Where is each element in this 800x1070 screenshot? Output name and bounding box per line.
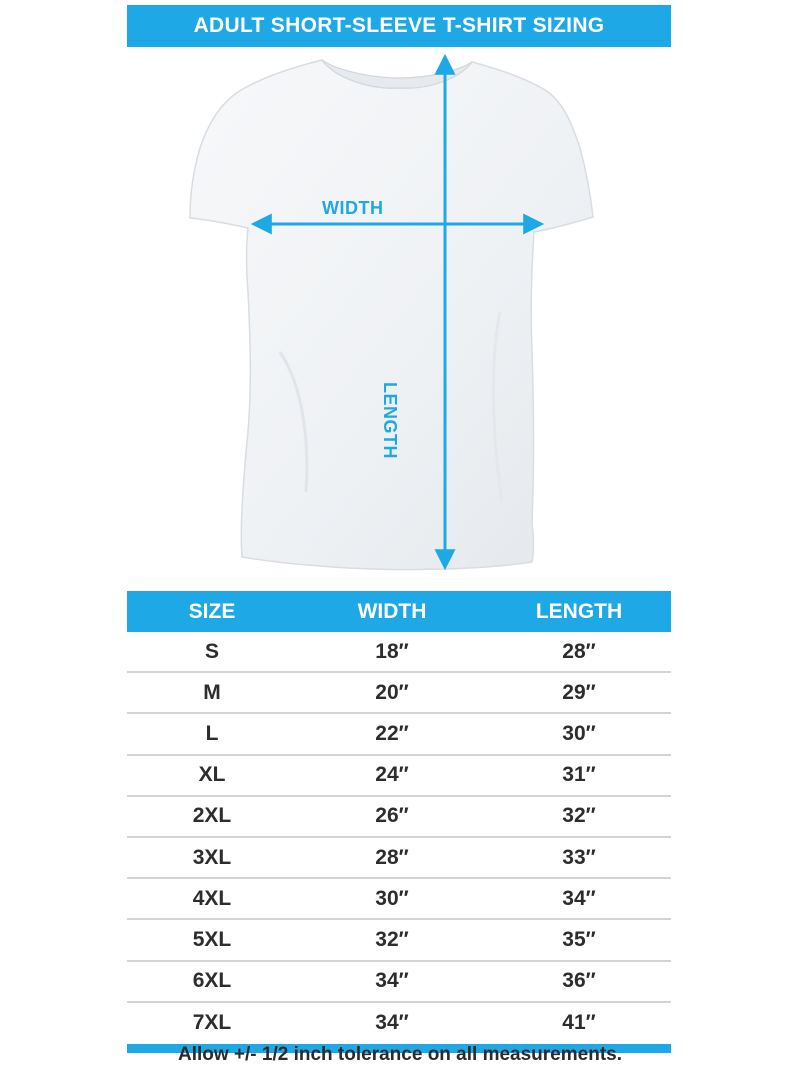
cell-width: 20″ [375,680,409,704]
sizing-title: ADULT SHORT-SLEEVE T-SHIRT SIZING [193,14,605,37]
tshirt-diagram [130,52,670,582]
cell-width: 34″ [375,969,409,993]
cell-width: 34″ [375,1011,409,1035]
width-label: WIDTH [322,198,384,218]
table-row [127,962,671,1003]
cell-width: 32″ [375,927,409,951]
table-row [127,756,671,797]
size-table [127,591,671,1053]
sizing-title-banner [127,5,671,47]
cell-length: 35″ [562,927,596,951]
table-row [127,920,671,961]
table-row [127,838,671,879]
tolerance-note: Allow +/- 1/2 inch tolerance on all measurements. [177,1044,622,1065]
cell-length: 34″ [562,886,596,910]
tshirt-shape [190,60,593,569]
header-size: SIZE [188,599,236,623]
cell-width: 18″ [375,639,409,663]
cell-length: 28″ [562,639,596,663]
cell-size: S [204,639,219,663]
cell-length: 36″ [562,969,596,993]
cell-length: 29″ [562,680,596,704]
table-row [127,673,671,714]
table-row [127,632,671,673]
table-row [127,879,671,920]
table-row [127,797,671,838]
cell-size: 3XL [192,845,232,869]
cell-width: 26″ [375,804,409,828]
cell-size: 6XL [192,969,232,993]
cell-size: XL [198,763,226,787]
length-label: LENGTH [380,382,400,459]
cell-length: 32″ [562,804,596,828]
cell-size: M [203,680,221,704]
cell-size: L [205,721,219,745]
cell-length: 31″ [562,763,596,787]
size-table-header [127,591,671,632]
cell-size: 5XL [192,927,232,951]
tshirt-illustration [130,52,670,582]
table-row [127,714,671,755]
cell-width: 30″ [375,886,409,910]
table-row [127,1003,671,1044]
header-length: LENGTH [535,599,623,623]
cell-width: 22″ [375,721,409,745]
cell-width: 24″ [375,763,409,787]
header-width: WIDTH [357,599,427,623]
cell-size: 4XL [192,886,232,910]
cell-width: 28″ [375,845,409,869]
cell-length: 33″ [562,845,596,869]
size-table-body [127,632,671,1044]
cell-length: 30″ [562,721,596,745]
cell-size: 7XL [192,1011,232,1035]
cell-size: 2XL [192,804,232,828]
cell-length: 41″ [562,1011,596,1035]
